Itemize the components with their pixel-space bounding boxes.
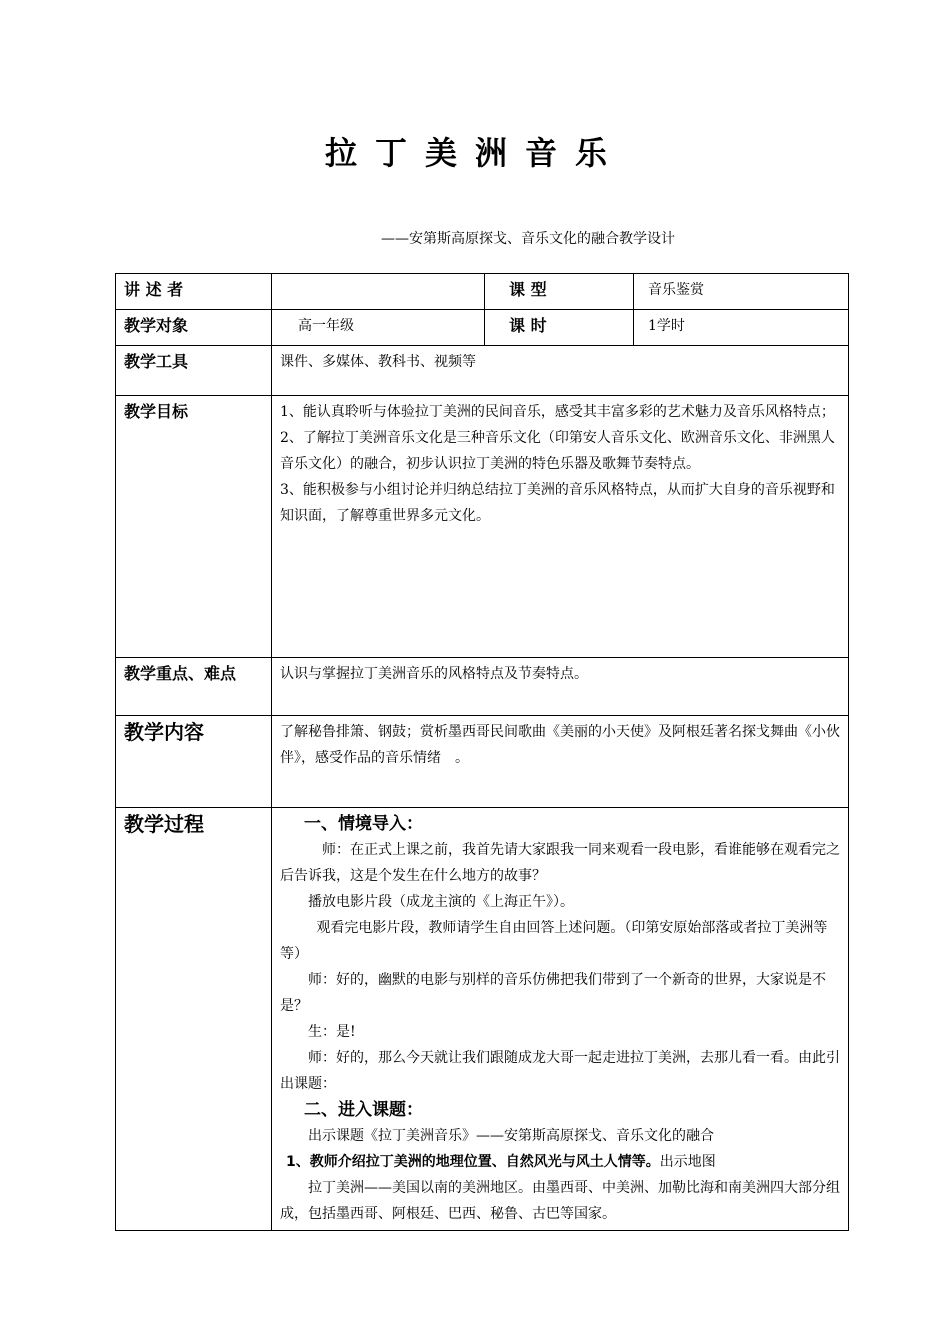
- tools-value: 课件、多媒体、教科书、视频等: [272, 346, 849, 396]
- hours-value: 1学时: [634, 310, 849, 346]
- key-points-label: 教学重点、难点: [116, 658, 272, 716]
- process-paragraph: [280, 1149, 840, 1175]
- row-key-points: [116, 658, 849, 716]
- course-type-value: 音乐鉴赏: [634, 274, 849, 310]
- process-paragraph: 播放电影片段（成龙主演的《上海正午》）。: [308, 894, 574, 910]
- process-paragraph: 拉丁美洲——美国以南的美洲地区。由墨西哥、中美洲、加勒比海和南美洲四大部分组成，包括墨西哥、阿根廷、巴西、秘鲁、古巴等国家。: [280, 1180, 840, 1222]
- document-title: 拉丁美洲音乐: [324, 134, 625, 172]
- row-goals: [116, 396, 849, 658]
- document-subtitle: ——安第斯高原探戈、音乐文化的融合教学设计: [381, 231, 675, 247]
- process-paragraph: 生：是!: [308, 1024, 356, 1040]
- process-bold-text: 1、教师介绍拉丁美洲的地理位置、自然风光与风土人情等。: [286, 1154, 660, 1170]
- content-value: 了解秘鲁排箫、钢鼓；赏析墨西哥民间歌曲《美丽的小天使》及阿根廷著名探戈舞曲《小伙伴》，感受作品的音乐情绪 。: [272, 716, 849, 808]
- key-points-value: 认识与掌握拉丁美洲音乐的风格特点及节奏特点。: [272, 658, 849, 716]
- row-presenter: [116, 274, 849, 310]
- goal-item: 2、了解拉丁美洲音乐文化是三种音乐文化（印第安人音乐文化、欧洲音乐文化、非洲黑人音乐文化）的融合，初步认识拉丁美洲的特色乐器及歌舞节奏特点。: [280, 430, 835, 472]
- goals-label: 教学目标: [116, 396, 272, 658]
- row-content: [116, 716, 849, 808]
- lesson-plan-table: [115, 273, 849, 1231]
- process-paragraph: 观看完电影片段，教师请学生自由回答上述问题。（印第安原始部落或者拉丁美洲等等）: [280, 920, 828, 962]
- process-paragraph: 出示课题《拉丁美洲音乐》——安第斯高原探戈、音乐文化的融合: [308, 1128, 714, 1144]
- audience-value: 高一年级: [272, 310, 485, 346]
- process-cell: [272, 808, 849, 1231]
- row-audience: [116, 310, 849, 346]
- row-tools: [116, 346, 849, 396]
- process-paragraph: 师：好的，幽默的电影与别样的音乐仿佛把我们带到了一个新奇的世界，大家说是不是？: [280, 972, 826, 1014]
- goal-item: 1、能认真聆听与体验拉丁美洲的民间音乐，感受其丰富多彩的艺术魅力及音乐风格特点；: [280, 404, 835, 420]
- process-text: 出示地图: [659, 1154, 716, 1170]
- process-paragraph: 师：在正式上课之前，我首先请大家跟我一同来观看一段电影，看谁能够在观看完之后告诉我，这是个发生在什么地方的故事？: [280, 842, 840, 884]
- presenter-value: [272, 274, 485, 310]
- section-heading: 二、进入课题：: [304, 1100, 423, 1120]
- process-label: 教学过程: [116, 808, 272, 1231]
- goal-item: 3、能积极参与小组讨论并归纳总结拉丁美洲的音乐风格特点，从而扩大自身的音乐视野和知识面，了解尊重世界多元文化。: [280, 482, 835, 524]
- presenter-label: 讲 述 者: [116, 274, 272, 310]
- row-process: [116, 808, 849, 1231]
- tools-label: 教学工具: [116, 346, 272, 396]
- audience-label: 教学对象: [116, 310, 272, 346]
- section-heading: 一、情境导入：: [304, 814, 423, 834]
- process-paragraph: 师：好的，那么今天就让我们跟随成龙大哥一起走进拉丁美洲，去那儿看一看。由此引出课题：: [280, 1050, 840, 1092]
- goals-cell: [272, 396, 849, 658]
- content-label: 教学内容: [116, 716, 272, 808]
- hours-label: 课 时: [485, 310, 634, 346]
- course-type-label: 课 型: [485, 274, 634, 310]
